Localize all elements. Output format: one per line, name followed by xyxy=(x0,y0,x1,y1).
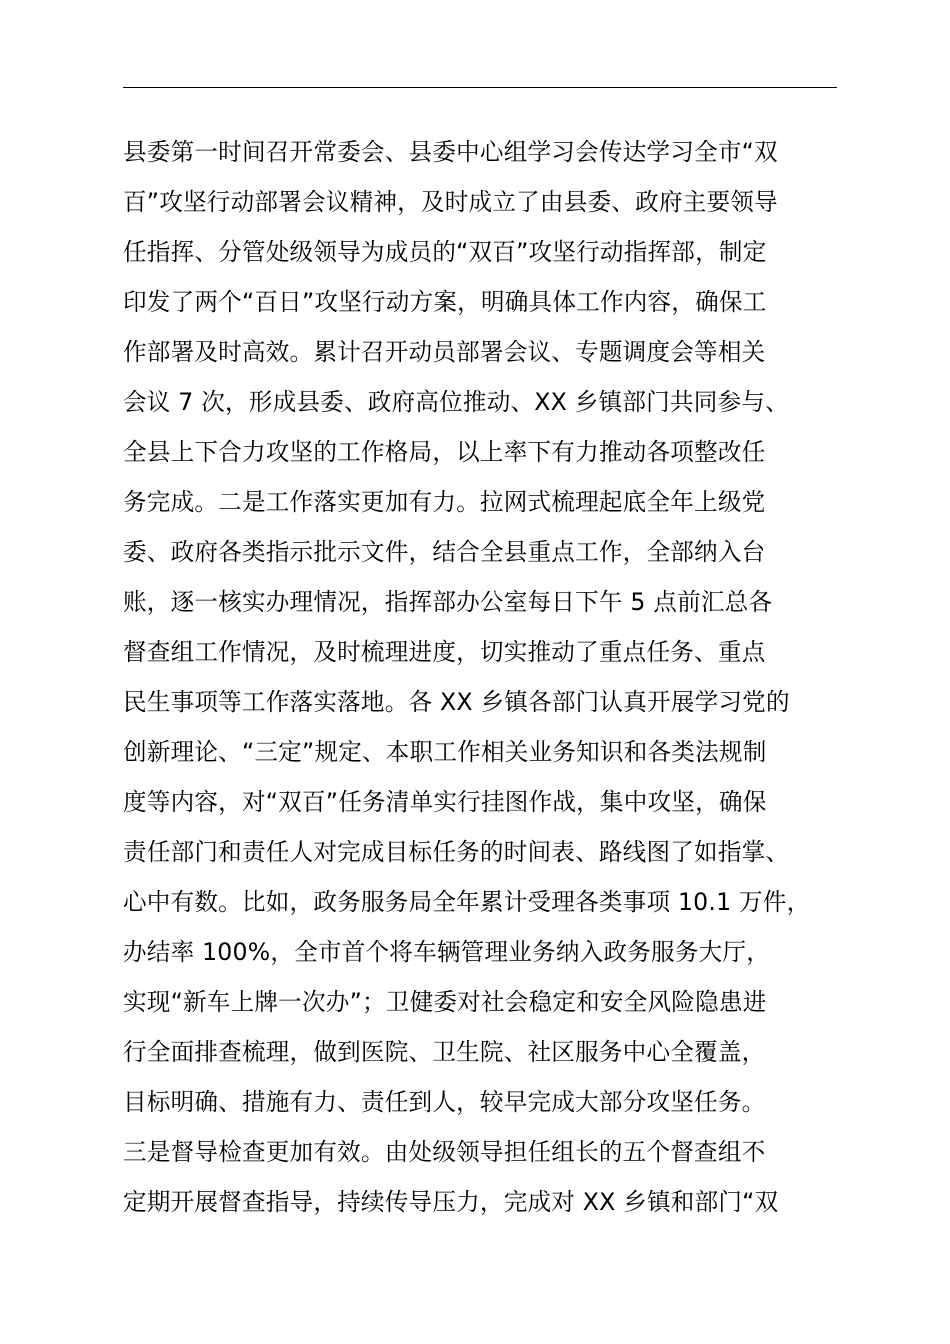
text-line: 账，逐一核实办理情况，指挥部办公室每日下午 5 点前汇总各 xyxy=(123,588,773,616)
text-line: 心中有数。比如，政务服务局全年累计受理各类事项 10.1 万件， xyxy=(123,888,811,916)
text-line: 创新理论、“三定”规定、本职工作相关业务知识和各类法规制 xyxy=(123,738,767,766)
text-line: 办结率 100%，全市首个将车辆管理业务纳入政务服务大厅， xyxy=(123,938,770,966)
text-line: 定期开展督查指导，持续传导压力，完成对 XX 乡镇和部门“双 xyxy=(123,1188,779,1216)
body-paragraph xyxy=(123,127,863,1227)
text-line: 目标明确、措施有力、责任到人，较早完成大部分攻坚任务。 xyxy=(123,1088,766,1116)
text-line: 会议 7 次，形成县委、政府高位推动、XX 乡镇部门共同参与、 xyxy=(123,388,789,416)
text-line: 百”攻坚行动部署会议精神，及时成立了由县委、政府主要领导 xyxy=(123,188,778,216)
header-rule xyxy=(123,87,837,88)
text-line: 县委第一时间召开常委会、县委中心组学习会传达学习全市“双 xyxy=(123,138,778,166)
text-line: 委、政府各类指示批示文件，结合全县重点工作，全部纳入台 xyxy=(123,538,766,566)
text-line: 实现“新车上牌一次办”；卫健委对社会稳定和安全风险隐患进 xyxy=(123,988,767,1016)
text-line: 全县上下合力攻坚的工作格局，以上率下有力推动各项整改任 xyxy=(123,438,766,466)
text-line: 任指挥、分管处级领导为成员的“双百”攻坚行动指挥部，制定 xyxy=(123,238,767,266)
text-line: 务完成。二是工作落实更加有力。拉网式梳理起底全年上级党 xyxy=(123,488,766,516)
text-line: 三是督导检查更加有效。由处级领导担任组长的五个督查组不 xyxy=(123,1138,766,1166)
text-line: 作部署及时高效。累计召开动员部署会议、专题调度会等相关 xyxy=(123,338,766,366)
text-line: 责任部门和责任人对完成目标任务的时间表、路线图了如指掌、 xyxy=(123,838,790,866)
text-line: 度等内容，对“双百”任务清单实行挂图作战，集中攻坚，确保 xyxy=(123,788,767,816)
text-line: 督查组工作情况，及时梳理进度，切实推动了重点任务、重点 xyxy=(123,638,766,666)
text-line: 民生事项等工作落实落地。各 XX 乡镇各部门认真开展学习党的 xyxy=(123,688,790,716)
text-line: 印发了两个“百日”攻坚行动方案，明确具体工作内容，确保工 xyxy=(123,288,767,316)
text-line: 行全面排查梳理，做到医院、卫生院、社区服务中心全覆盖， xyxy=(123,1038,766,1066)
